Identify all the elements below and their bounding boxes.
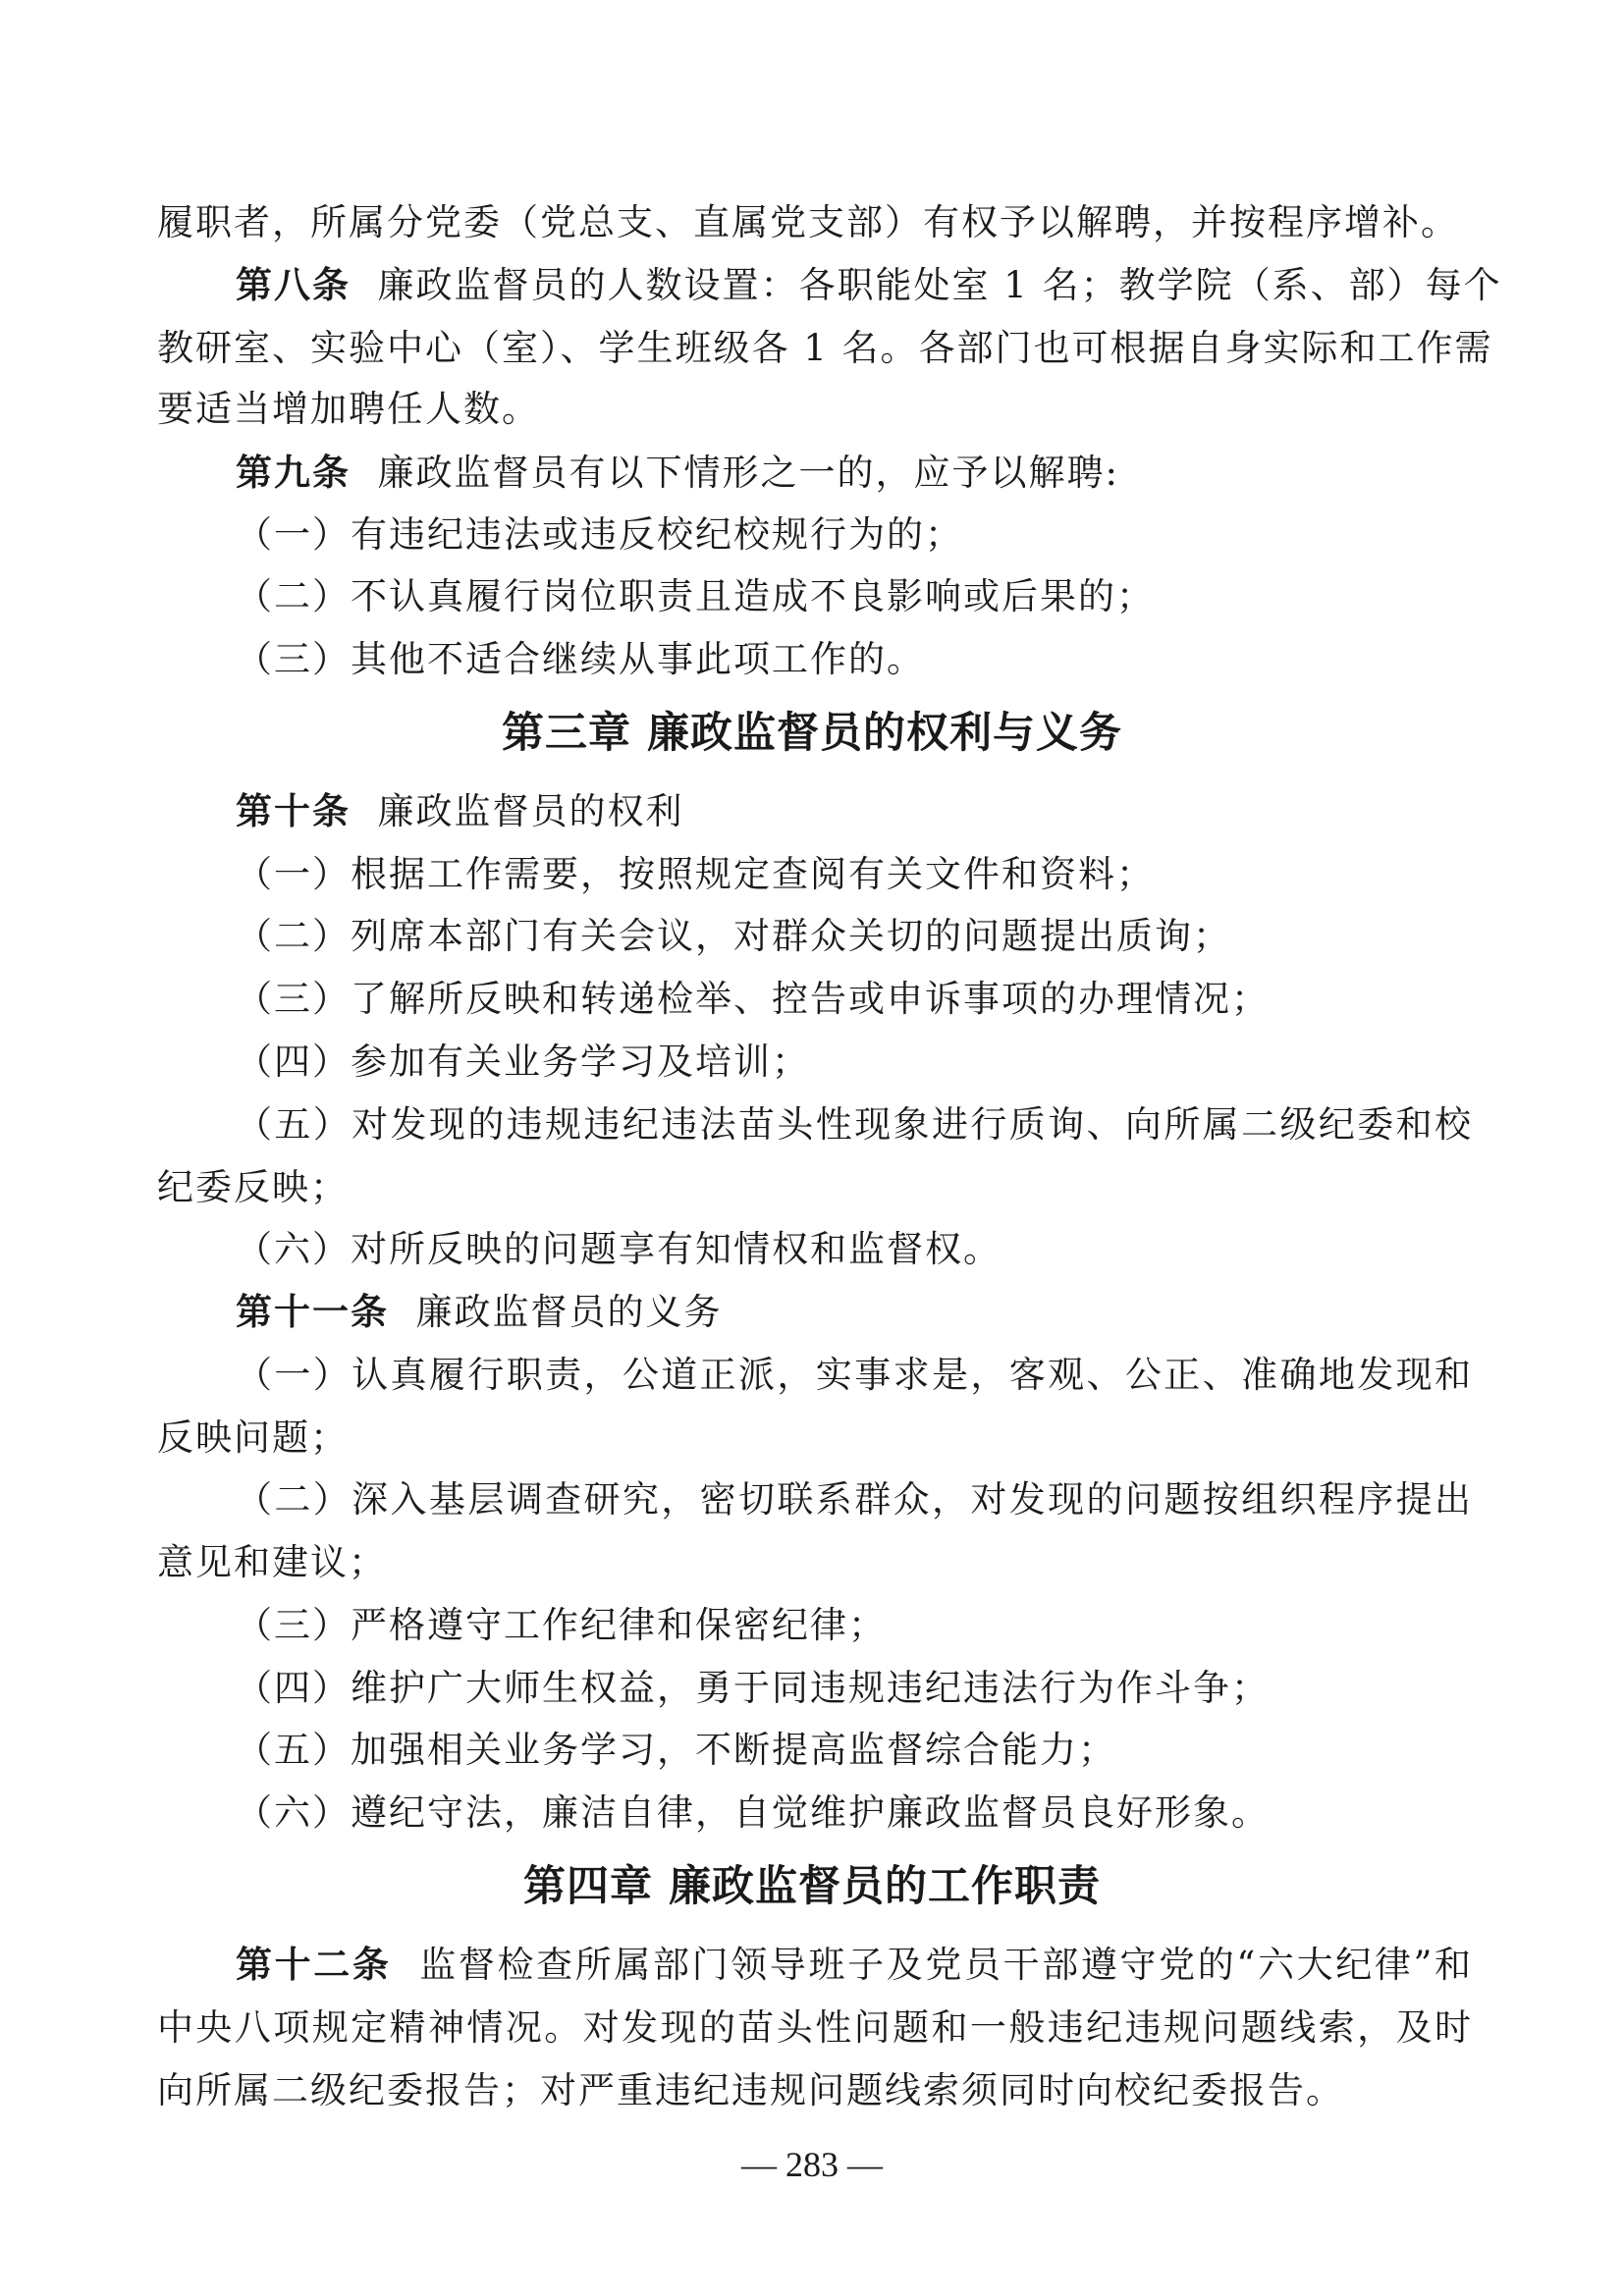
list-item: （五）加强相关业务学习，不断提高监督综合能力； [236, 1729, 1116, 1771]
paragraph-line: 中央八项规定精神情况。对发现的苗头性问题和一般违纪违规问题线索，及时 [157, 2006, 1473, 2049]
list-item: （一）根据工作需要，按照规定查阅有关文件和资料； [236, 853, 1155, 895]
article-11-line: 第十一条 廉政监督员的义务 [236, 1291, 723, 1333]
page-number: — 283 — [741, 2145, 883, 2184]
article-11-label: 第十一条 [236, 1291, 389, 1333]
list-item: （三）严格遵守工作纪律和保密纪律； [236, 1604, 887, 1646]
list-item: （三）了解所反映和转递检举、控告或申诉事项的办理情况； [236, 978, 1270, 1020]
article-10-line: 第十条 廉政监督员的权利 [236, 790, 684, 832]
list-item-continuation: 纪委反映； [157, 1166, 349, 1208]
chapter-4-heading: 第四章 廉政监督员的工作职责 [523, 1862, 1101, 1911]
article-8-line: 第八条 廉政监督员的人数设置：各职能处室 1 名；教学院（系、部）每个 [236, 264, 1502, 306]
list-item: （一）有违纪违法或违反校纪校规行为的； [236, 513, 963, 556]
article-8-label: 第八条 [236, 264, 351, 306]
paragraph-line: 履职者，所属分党委（党总支、直属党支部）有权予以解聘，并按程序增补。 [157, 201, 1459, 243]
paragraph-line: 向所属二级纪委报告；对严重违纪违规问题线索须同时向校纪委报告。 [157, 2069, 1344, 2111]
article-10-label: 第十条 [236, 790, 351, 832]
article-12-label: 第十二条 [236, 1944, 392, 1986]
paragraph-line: 教研室、实验中心（室）、学生班级各 1 名。各部门也可根据自身实际和工作需 [157, 327, 1493, 369]
paragraph-line: 要适当增加聘任人数。 [157, 388, 540, 430]
article-12-line: 第十二条 监督检查所属部门领导班子及党员干部遵守党的“六大纪律”和 [236, 1944, 1473, 1986]
list-item: （二）列席本部门有关会议，对群众关切的问题提出质询； [236, 915, 1231, 957]
list-item: （四）参加有关业务学习及培训； [236, 1041, 810, 1083]
article-9-line: 第九条 廉政监督员有以下情形之一的，应予以解聘: [236, 452, 1119, 494]
list-item: （五）对发现的违规违纪违法苗头性现象进行质询、向所属二级纪委和校 [236, 1103, 1473, 1146]
list-item: （二）深入基层调查研究，密切联系群众，对发现的问题按组织程序提出 [236, 1478, 1473, 1521]
list-item: （三）其他不适合继续从事此项工作的。 [236, 638, 925, 680]
list-item: （六）遵纪守法，廉洁自律，自觉维护廉政监督员良好形象。 [236, 1791, 1270, 1834]
chapter-3-heading: 第三章 廉政监督员的权利与义务 [502, 709, 1122, 758]
list-item-continuation: 反映问题； [157, 1416, 349, 1459]
list-item: （一）认真履行职责，公道正派，实事求是，客观、公正、准确地发现和 [236, 1354, 1473, 1396]
list-item: （六）对所反映的问题享有知情权和监督权。 [236, 1228, 1001, 1270]
article-9-label: 第九条 [236, 452, 351, 494]
list-item-continuation: 意见和建议； [157, 1541, 387, 1583]
list-item: （二）不认真履行岗位职责且造成不良影响或后果的； [236, 575, 1155, 617]
list-item: （四）维护广大师生权益，勇于同违规违纪违法行为作斗争； [236, 1667, 1270, 1709]
